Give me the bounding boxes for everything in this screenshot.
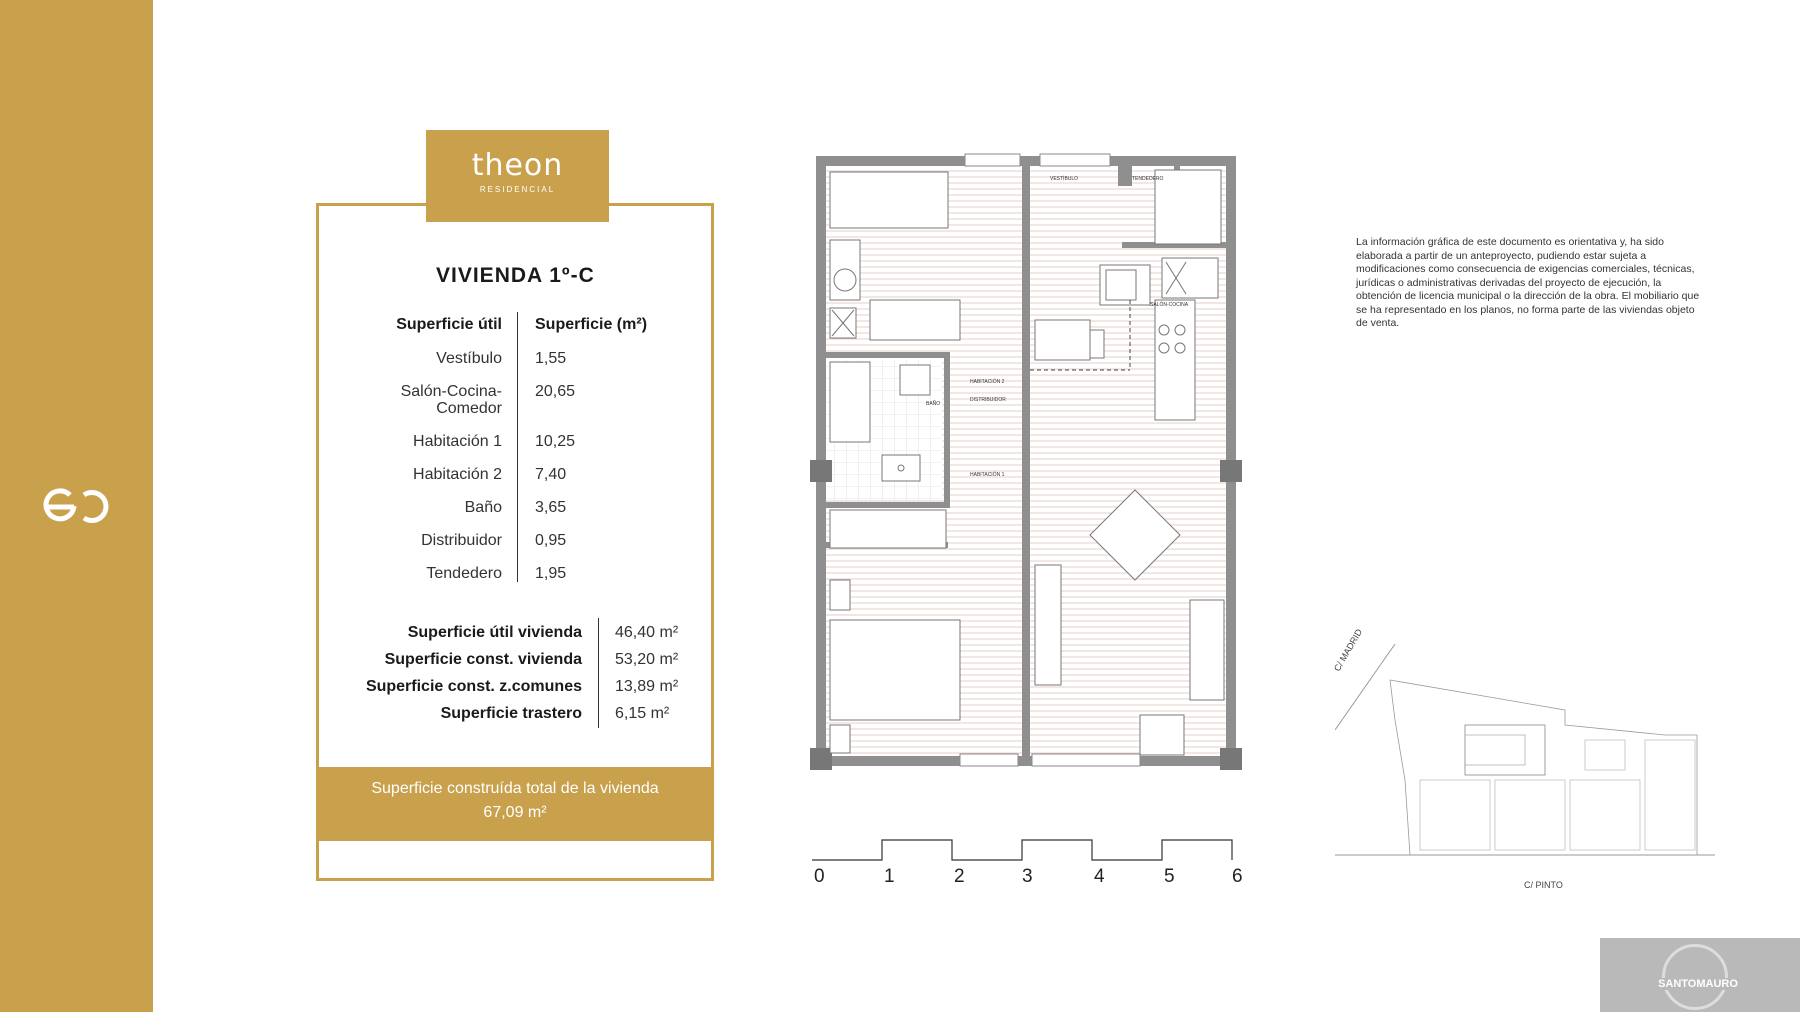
room-value: 1,55 xyxy=(535,350,567,367)
scale-label: 1 xyxy=(884,866,895,887)
ec-logo-icon xyxy=(38,476,118,536)
total-amount: 67,09 m² xyxy=(483,804,547,821)
plan-label-bano: BAÑO xyxy=(926,401,941,407)
room-name: Vestíbulo xyxy=(436,350,502,367)
floor-plan xyxy=(810,150,1260,770)
rooms-header-left: Superficie útil xyxy=(396,316,502,333)
room-name: Habitación 1 xyxy=(413,433,502,450)
room-name: Distribuidor xyxy=(421,532,502,549)
total-band xyxy=(319,767,711,841)
scale-label: 0 xyxy=(814,866,825,887)
street-madrid-label: C/ MADRID xyxy=(1332,627,1365,673)
scale-label: 2 xyxy=(954,866,965,887)
unit-title: VIVIENDA 1º-C xyxy=(436,264,595,287)
total-name: Superficie const. vivienda xyxy=(384,651,582,668)
scale-label: 5 xyxy=(1164,866,1175,887)
brand-logo xyxy=(426,130,609,222)
room-value: 1,95 xyxy=(535,565,567,582)
room-name: Tendedero xyxy=(426,565,502,582)
room-value: 7,40 xyxy=(535,466,567,483)
rooms-header-right: Superficie (m²) xyxy=(535,316,648,333)
total-name: Superficie const. z.comunes xyxy=(365,678,582,695)
total-name: Superficie trastero xyxy=(440,705,582,722)
totals-divider xyxy=(598,618,599,728)
room-value: 10,25 xyxy=(535,433,576,450)
plan-label-salon: SALÓN-COCINA xyxy=(1150,302,1189,308)
room-name: Baño xyxy=(464,499,502,516)
total-value: 46,40 m² xyxy=(615,624,679,641)
scale-label: 6 xyxy=(1232,866,1243,887)
total-label: Superficie construída total de la vivienda xyxy=(371,780,659,797)
plan-label-distrib: DISTRIBUIDOR xyxy=(970,397,1006,403)
room-value: 0,95 xyxy=(535,532,567,549)
plan-label-hab1: HABITACIÓN 1 xyxy=(970,472,1005,478)
rooms-divider xyxy=(517,312,518,582)
plan-label-tendedero: TENDEDERO xyxy=(1132,176,1164,182)
scale-label: 3 xyxy=(1022,866,1033,887)
room-name: Habitación 2 xyxy=(413,466,502,483)
site-plan xyxy=(1335,640,1720,890)
watermark-text: SANTOMAURO xyxy=(1658,978,1738,990)
watermark xyxy=(1600,938,1800,1012)
watermark-logo-icon xyxy=(1662,944,1728,1010)
room-name: Salón-Cocina-Comedor xyxy=(400,383,502,417)
total-value: 6,15 m² xyxy=(615,705,670,722)
brand-name: theon xyxy=(471,148,564,183)
total-value: 13,89 m² xyxy=(615,678,679,695)
total-name: Superficie útil vivienda xyxy=(407,624,582,641)
brand-subtitle: RESIDENCIAL xyxy=(479,185,556,194)
scale-label: 4 xyxy=(1094,866,1105,887)
plan-label-hab2: HABITACIÓN 2 xyxy=(970,379,1005,385)
total-value: 53,20 m² xyxy=(615,651,679,668)
street-pinto-label: C/ PINTO xyxy=(1524,880,1563,890)
room-value: 3,65 xyxy=(535,499,567,516)
disclaimer-text: La información gráfica de este documento es orientativa y, ha sido elaborada a partir de un anteproyecto, pudiendo estar sujeta a modificaciones como consecuencia de exigencias comerciales, técnicas, jurídicas o administrativas derivadas del proyecto de ejecución, la obtención de licencia municipal o la dirección de la obra. El mobiliario que se ha representado en los planos, no forma parte de las viviendas objeto de venta. xyxy=(1356,236,1700,329)
plan-label-vestibulo: VESTÍBULO xyxy=(1050,176,1079,182)
room-value: 20,65 xyxy=(535,383,576,400)
